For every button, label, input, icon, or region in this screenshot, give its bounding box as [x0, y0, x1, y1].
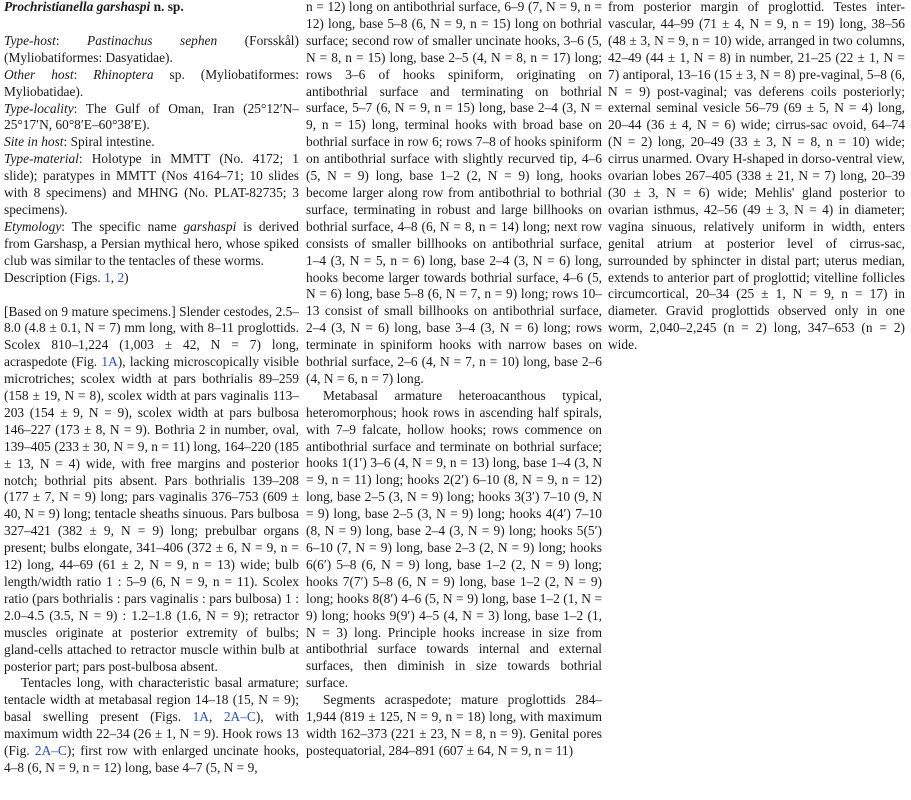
figure-link[interactable]: 2 [117, 269, 125, 285]
column-2 [306, 0, 602, 760]
figure-link[interactable]: 1A [101, 354, 118, 370]
species-name: Prochristianella garshaspi [4, 0, 151, 14]
description-paragraph-scolex: [Based on 9 mature specimens.] Slender cestodes, 2.5–8.0 (4.8 ± 0.1, N = 7) mm long, with 8–11 proglottids. Scolex 810–1,224 (1,003 ± 42, N = 7) long, acraspedote (Fig. 1A), lacking microscopically visible microtriches; scolex width at pars bothrialis 89–259 (158 ± 19, N = 8), scolex width at pars vaginalis 113–203 (154 ± 9, N = 9), scolex width at pars bulbosa 146–227 (173 ± 8, N = 9). Bothria 2 in number, oval, 139–405 (233 ± 30, N = 9, n = 11) long, 164–220 (185 ± 13, N = 4) wide, with free margins and posterior notch; bothrial pits absent. Pars bothrialis 139–208 (177 ± 7, N = 9) long; pars vaginalis 376–753 (609 ± 40, N = 9) long; tentacle sheaths sinuous. Pars bulbosa 327–421 (382 ± 9, N = 9) long; prebulbar organs present; bulbs elongate, 341–406 (372 ± 6, N = 9, n = 12) long, 44–69 (61 ± 2, N = 9, n = 13) wide; bulb length/width ratio 1 : 5–9 (6, N = 9, n = 11). Scolex ratio (pars bothrialis : pars vaginalis : pars bulbosa) 1 : 2.0–4.5 (3.5, N = 9) : 1.2–1.8 (1.6, N = 9); retractor muscles originate at posterior extremity of bulbs; gland-cells attached to retractor muscle within bulb at posterior part; pars post-bulbosa absent. [4, 303, 299, 674]
meta-text: The Gulf of Oman, Iran (25°12′N–25°17′N, 60°8′E–60°38′E). [4, 100, 300, 133]
species-status: n. sp. [150, 0, 184, 14]
spacer [4, 16, 299, 33]
figure-link[interactable]: 2A–C [223, 709, 256, 725]
metabasal-armature-paragraph: Metabasal armature heteroacanthous typical, heteromorphous; hook rows in ascending half spirals, with 7–9 falcate, hollow hooks; rows commence on antibothrial surface and terminate on bothrial surface; hooks 1(1′) 3–6 (4, N = 9, n = 13) long, base 1–4 (3, N = 9, n = 11) long; hooks 2(2′) 6–10 (8, N = 9, n = 12) long, base 2–5 (3, N = 9) long; hooks 3(3′) 7–10 (9, N = 9) long, base 2–5 (3, N = 9) long; hooks 4(4′) 7–10 (8, N = 9) long, base 2–4 (3, N = 9) long; hooks 5(5′) 6–10 (7, N = 9) long, base 2–3 (2, N = 9) long; hooks 6(6′) 5–8 (6, N = 9) long, base 1–2 (2, N = 9) long; hooks 7(7′) 5–8 (6, N = 9) long, base 1–2 (2, N = 9) long; hooks 8(8′) 4–6 (5, N = 9) long, base 1–2 (1, N = 9) long; hooks 9(9′) 4–5 (4, N = 3) long, base 1–2 (1, N = 3) long. Principle hooks increase in size from antibothrial surface towards internal and external surfaces, then diminish in size towards bothrial surface. [306, 387, 602, 691]
figure-link[interactable]: 2A–C [34, 743, 67, 759]
meta-label: Type-material [4, 151, 79, 167]
other-host-line: Other host: Rhinoptera sp. (Myliobatiformes: Myliobatidae). [4, 66, 299, 99]
segments-paragraph: Segments acraspedote; mature proglottids 284–1,944 (819 ± 125, N = 9, n = 18) long, with maximum width 162–373 (221 ± 23, N = 8, n = 9). Genital pores postequatorial, 284–891 (607 ± 64, N = 9, n = 11) [306, 692, 602, 758]
column-1 [4, 0, 299, 777]
proglottid-anatomy-paragraph: from posterior margin of proglottid. Testes inter-vascular, 44–99 (71 ± 4, N = 9, n = 19) long, 38–56 (48 ± 3, N = 9, n = 10) wide, arranged in two columns, 42–49 (44 ± 1, N = 8) in number, 21–25 (22 ± 1, N = 7) antiporal, 13–16 (15 ± 3, N = 8) pre-vaginal, 5–8 (6, N = 9) post-vaginal; vas deferens coils posteriorly; external seminal vesicle 56–79 (69 ± 5, N = 4) long, 20–44 (36 ± 4, N = 6) wide; cirrus-sac ovoid, 64–74 (N = 2) long, 20–49 (33 ± 3, N = 8, n = 10) wide; cirrus unarmed. Ovary H-shaped in dorso-ventral view, ovarian lobes 267–405 (338 ± 21, N = 7) long, 20–39 (30 ± 3, N = 6) wide; Mehlis' gland posterior to ovarian isthmus, 42–56 (49 ± 3, N = 4) in diameter; vagina sinuous, relatively uniform in width, enters genital atrium at posterior level of cirrus-sac, surrounded by sphincter in distal part; uterus median, extends to anterior part of proglottid; vitelline follicles circumcortical, 20–34 (25 ± 1, N = 9, n = 17) in diameter. Gravid proglottids observed only in one worm, 2,040–2,245 (n = 2) long, 347–653 (n = 2) wide. [608, 0, 905, 353]
spacer [4, 287, 299, 304]
etymology-line: Etymology: The specific name garshaspi is derived from Garshasp, a Persian mythical hero, whose spiked club was similar to the tentacles of these worms. [4, 218, 300, 268]
species-epithet: garshaspi [183, 218, 237, 234]
article-page [4, 0, 909, 800]
meta-text: sp. (Myliobatiformes: Myliobatidae). [4, 66, 299, 99]
basal-armature-paragraph: n = 12) long on antibothrial surface, 6–9 (7, N = 9, n = 12) long, base 5–8 (6, N = 9, n = 15) long on bothrial surface; second row of smaller uncinate hooks, 3–6 (5, N = 8, n = 15) long, base 2–5 (4, N = 8, n = 17) long; rows 3–6 of hooks spiniform, originating on antibothrial surface and terminating on bothrial surface, 5–7 (6, N = 9, n = 15) long, base 2–4 (3, N = 9, n = 15) long, terminal hooks with broad base on bothrial surface in row 6; rows 7–8 of hooks spiniform on antibothrial surface with slightly recurved tip, 4–6 (5, N = 9) long, base 1–2 (2, N = 9) long, hooks become larger along row from antibothrial to bothrial surface, terminating in robust and large billhooks on bothrial surface, 4–8 (6, N = 8, n = 14) long; next row consists of smaller billhooks on antibothrial surface, 1–4 (3, N = 5, n = 6) long, base 2–4 (3, N = 6) long, hooks become larger towards bothrial surface, 4–6 (5, N = 6) long, base 5–8 (6, N = 7, n = 9) long; rows 10–13 consist of small billhooks on antibothrial surface, 2–4 (3, N = 6) long, base 3–4 (3, N = 6) long; rows terminate in spiniform hooks with narrow bases on bothrial surface, 2–6 (4, N = 7, n = 10) long, base 2–6 (4, N = 6, n = 7) long. [306, 0, 602, 386]
description-paragraph-tentacles: Tentacles long, with characteristic basal armature; tentacle width at metabasal region 14–18 (15, N = 9); basal swelling present (Figs. 1A, 2A–C), with maximum width 22–34 (26 ± 1, N = 9). Hook rows 13 (Fig. 2A–C); first row with enlarged uncinate hooks, 4–8 (6, N = 9, n = 12) long, base 4–7 (5, N = 9, [4, 675, 299, 775]
host-name: Rhinoptera [93, 66, 154, 82]
figure-link[interactable]: 1A [192, 709, 209, 725]
meta-label: Site in host [4, 134, 64, 150]
type-host-line: Type-host: Pastinachus sephen (Forsskål) (Myliobatiformes: Dasyatidae). [4, 32, 299, 65]
meta-text: (Forsskål) (Myliobatiformes: Dasyatidae). [4, 32, 299, 65]
figure-link[interactable]: 1 [104, 269, 111, 285]
species-title [4, 0, 299, 16]
type-locality-line: Type-locality: The Gulf of Oman, Iran (25°12′N–25°17′N, 60°8′E–60°38′E). [4, 100, 300, 133]
meta-label: Other host [4, 66, 74, 82]
meta-label: Etymology [4, 218, 62, 234]
host-name: Pastinachus sephen [87, 32, 218, 48]
column-3 [608, 0, 905, 354]
meta-text: is derived from Garshasp, a Persian mythical hero, whose spiked club was similar to the tentacles of these worms. [4, 218, 300, 268]
site-in-host-line: Site in host: Spiral intestine. [4, 134, 155, 150]
meta-label: Type-locality [4, 100, 74, 116]
meta-text: Holotype in MMTT (No. 4172; 1 slide); paratypes in MMTT (Nos 4164–71; 10 slides with 8 specimens) and MHNG (No. PLAT-82735; 3 specimens). [4, 151, 299, 217]
description-heading: Description (Figs. 1, 2) [4, 269, 129, 285]
meta-label: Type-host [4, 32, 56, 48]
meta-text: The specific name [71, 218, 184, 234]
type-material-line: Type-material: Holotype in MMTT (No. 4172; 1 slide); paratypes in MMTT (Nos 4164–71; 10 slides with 8 specimens) and MHNG (No. PLAT-82735; 3 specimens). [4, 151, 299, 217]
meta-text: Spiral intestine. [70, 134, 155, 150]
